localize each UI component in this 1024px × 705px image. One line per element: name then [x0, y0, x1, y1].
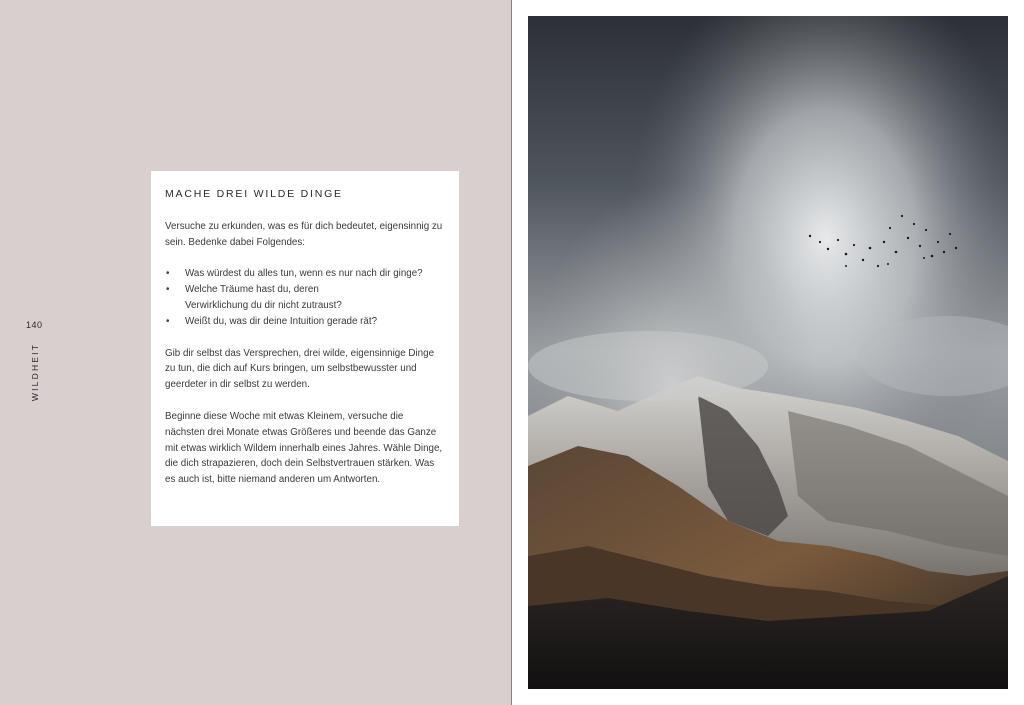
promise-paragraph: Gib dir selbst das Versprechen, drei wilde, eigensinnige Dinge zu tun, die dich auf Kurs bringen, um selbstbewusster und geerdeter in dir selbst zu werden.: [165, 347, 435, 391]
card-title: MACHE DREI WILDE DINGE: [165, 188, 343, 200]
running-head: WILDHEIT: [30, 342, 40, 402]
intro-paragraph: Versuche zu erkunden, was es für dich bedeutet, eigensinnig zu sein. Bedenke dabei Folgendes:: [165, 220, 443, 248]
question-item: • Was würdest du alles tun, wenn es nur nach dir ginge?: [165, 266, 445, 282]
question-list: [165, 266, 445, 329]
question-item: • Welche Träume hast du, deren Verwirklichung du dir nicht zutraust?: [165, 282, 445, 314]
text-card: [151, 171, 459, 526]
mountain-photo: [528, 16, 1008, 689]
question-item: • Weißt du, was dir deine Intuition gerade rät?: [165, 314, 445, 330]
plan-paragraph: Beginne diese Woche mit etwas Kleinem, versuche die nächsten drei Monate etwas Größeres und beende das Ganze mit etwas wirklich Wildem innerhalb eines Jahres. Wähle Dinge, die dich strapazieren, doch dein Selbstvertrauen stärken. Was es auch ist, bitte niemand anderen um Antworten.: [165, 410, 443, 486]
page-number: 140: [26, 320, 43, 330]
